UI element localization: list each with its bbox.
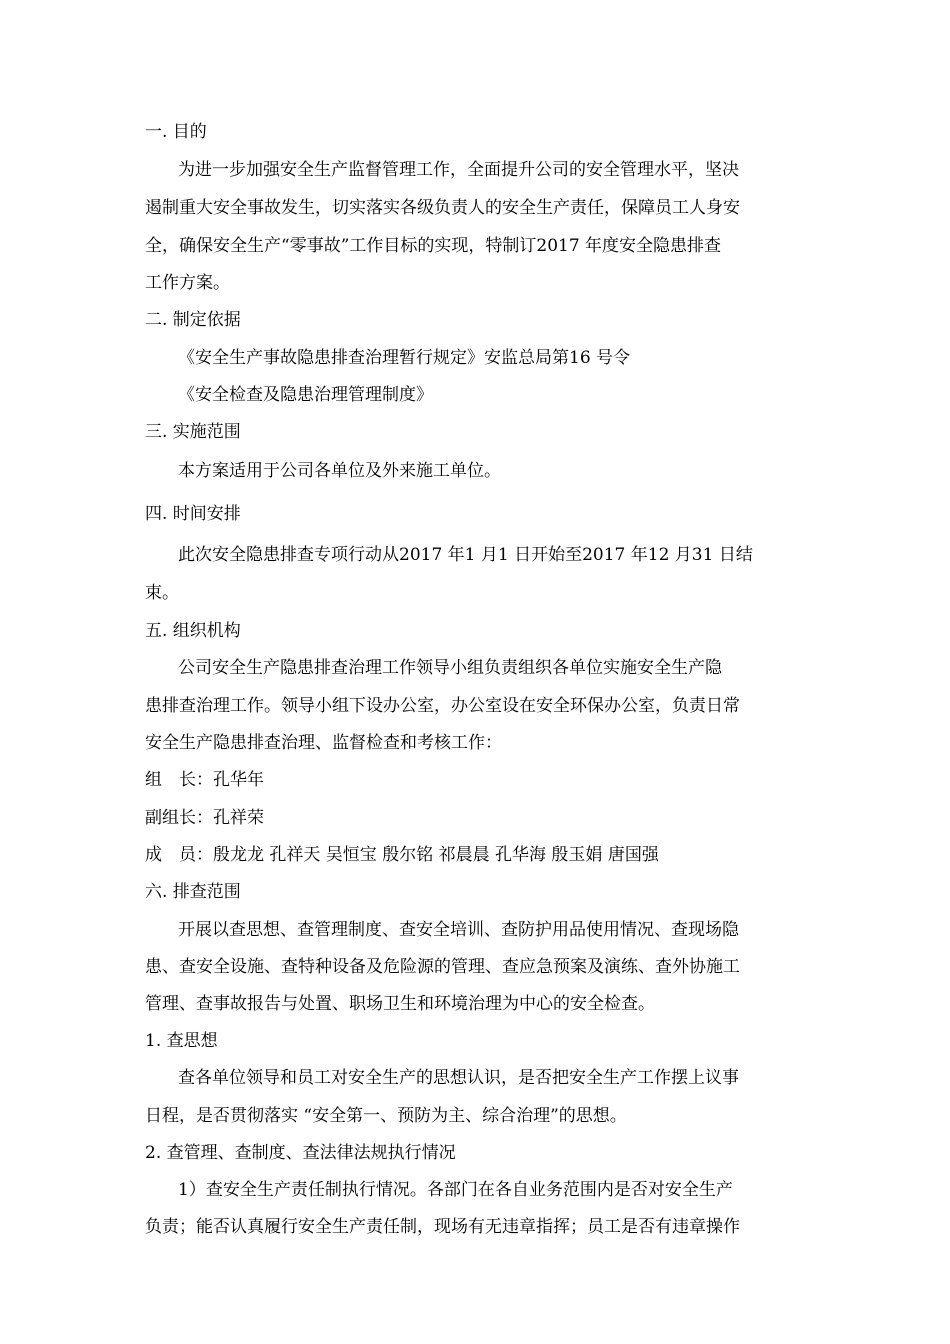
paragraph-line: 患、查安全设施、查特种设备及危险源的管理、查应急预案及演练、查外协施工 xyxy=(145,957,740,977)
paragraph-line: 管理、查事故报告与处置、职场卫生和环境治理为中心的安全检查。 xyxy=(145,994,655,1014)
paragraph-line: 全，确保安全生产“零事故”工作目标的实现，特制订2017 年度安全隐患排查 xyxy=(145,236,722,256)
paragraph-line: 遏制重大安全事故发生，切实落实各级负责人的安全生产责任，保障员工人身安 xyxy=(145,198,740,218)
paragraph-line: 开展以查思想、查管理制度、查安全培训、查防护用品使用情况、查现场隐 xyxy=(178,920,739,940)
paragraph-line: 日程，是否贯彻落实 “安全第一、预防为主、综合治理”的思想。 xyxy=(145,1106,627,1126)
paragraph-line: 查各单位领导和员工对安全生产的思想认识，是否把安全生产工作摆上议事 xyxy=(178,1068,739,1088)
section-heading-scope: 三. 实施范围 xyxy=(145,422,241,442)
paragraph-line: 1）查安全生产责任制执行情况。各部门在各自业务范围内是否对安全生产 xyxy=(178,1180,733,1200)
section-heading-organization: 五. 组织机构 xyxy=(145,621,241,641)
subsection-heading-ideology: 1. 查思想 xyxy=(145,1031,218,1051)
section-heading-basis: 二. 制定依据 xyxy=(145,310,241,330)
paragraph-line: 为进一步加强安全生产监督管理工作，全面提升公司的安全管理水平，坚决 xyxy=(178,160,739,180)
reference-line: 《安全生产事故隐患排查治理暂行规定》安监总局第16 号令 xyxy=(178,348,631,368)
paragraph-line: 束。 xyxy=(145,583,179,603)
paragraph-line: 本方案适用于公司各单位及外来施工单位。 xyxy=(178,461,501,481)
paragraph-line: 负责；能否认真履行安全生产责任制，现场有无违章指挥；员工是否有违章操作 xyxy=(145,1217,740,1237)
paragraph-line: 患排查治理工作。领导小组下设办公室，办公室设在安全环保办公室，负责日常 xyxy=(145,696,740,716)
paragraph-line: 此次安全隐患排查专项行动从2017 年1 月1 日开始至2017 年12 月31 日结 xyxy=(178,545,753,565)
section-heading-purpose: 一. 目的 xyxy=(145,122,207,142)
members-line: 成 员：殷龙龙 孔祥天 吴恒宝 殷尔铭 祁晨晨 孔华海 殷玉娟 唐国强 xyxy=(145,845,659,865)
section-heading-inspection-scope: 六. 排查范围 xyxy=(145,882,241,902)
paragraph-line: 工作方案。 xyxy=(145,273,230,293)
section-heading-schedule: 四. 时间安排 xyxy=(145,504,241,524)
team-leader-line: 组 长：孔华年 xyxy=(145,770,264,790)
deputy-leader-line: 副组长：孔祥荣 xyxy=(145,808,264,828)
reference-line: 《安全检查及隐患治理管理制度》 xyxy=(178,385,433,405)
paragraph-line: 安全生产隐患排查治理、监督检查和考核工作： xyxy=(145,733,502,753)
paragraph-line: 公司安全生产隐患排查治理工作领导小组负责组织各单位实施安全生产隐 xyxy=(178,658,722,678)
subsection-heading-management: 2. 查管理、查制度、查法律法规执行情况 xyxy=(145,1143,456,1163)
